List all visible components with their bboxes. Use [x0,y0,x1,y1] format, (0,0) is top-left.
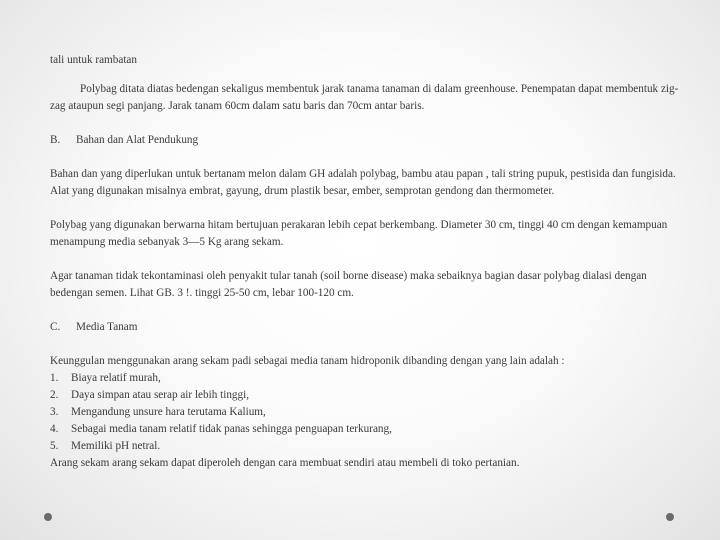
list-item [50,421,680,438]
advantages-list [50,370,680,455]
list-item [50,387,680,404]
section-b-heading [50,132,680,149]
list-item-text: Biaya relatif murah, [71,372,161,384]
list-item [50,404,680,421]
section-c-heading [50,319,680,336]
section-b-title: Bahan dan Alat Pendukung [76,134,199,146]
section-b-number: B. [50,134,61,146]
list-item-text: Daya simpan atau serap air lebih tinggi, [71,389,250,401]
section-c-title: Media Tanam [76,321,138,333]
closing-line: Arang sekam arang sekam dapat diperoleh dengan cara membuat sendiri atau membeli di toko pertanian. [50,457,520,469]
list-item [50,438,680,455]
list-item-text: Memiliki pH netral. [71,440,161,452]
paragraph-b-1: Bahan dan yang diperlukan untuk bertanam melon dalam GH adalah polybag, bambu atau papan , tali string pupuk, pestisida dan fungisida. Alat yang digunakan misalnya embrat, gayung, drum plastik besar, ember, semprotan gendong dan thermometer. [50,168,676,197]
paragraph-b-2: Polybag yang digunakan berwarna hitam bertujuan perakaran lebih cepat berkembang. Diameter 30 cm, tinggi 40 cm dengan kemampuan menampung media sebanyak 3—5 Kg arang sekam. [50,219,668,248]
list-item-text: Sebagai media tanam relatif tidak panas sehingga penguapan terkurang, [71,423,392,435]
list-item-number: 5. [50,440,59,452]
left-dot-ornament [44,513,52,521]
list-item-number: 4. [50,423,59,435]
paragraph-b-3: Agar tanaman tidak tekontaminasi oleh penyakit tular tanah (soil borne disease) maka sebaiknya bagian dasar polybag dialasi dengan bedengan semen. Lihat GB. 3 !. tinggi 25-50 cm, lebar 100-120 cm. [50,270,647,299]
list-item [50,370,680,387]
slide-content [50,52,680,472]
section-c-number: C. [50,321,61,333]
intro-paragraph: Polybag ditata diatas bedengan sekaligus membentuk jarak tanama tanaman di dalam greenhouse. Penempatan dapat membentuk zig-zag ataupun segi panjang. Jarak tanam 60cm dalam satu baris dan 70cm antar baris. [50,83,679,112]
list-item-number: 1. [50,372,59,384]
top-line: tali untuk rambatan [50,54,137,66]
list-item-text: Mengandung unsure hara terutama Kalium, [71,406,266,418]
list-item-number: 3. [50,406,59,418]
list-intro: Keunggulan menggunakan arang sekam padi sebagai media tanam hidroponik dibanding dengan yang lain adalah : [50,355,565,367]
list-item-number: 2. [50,389,59,401]
right-dot-ornament [666,513,674,521]
